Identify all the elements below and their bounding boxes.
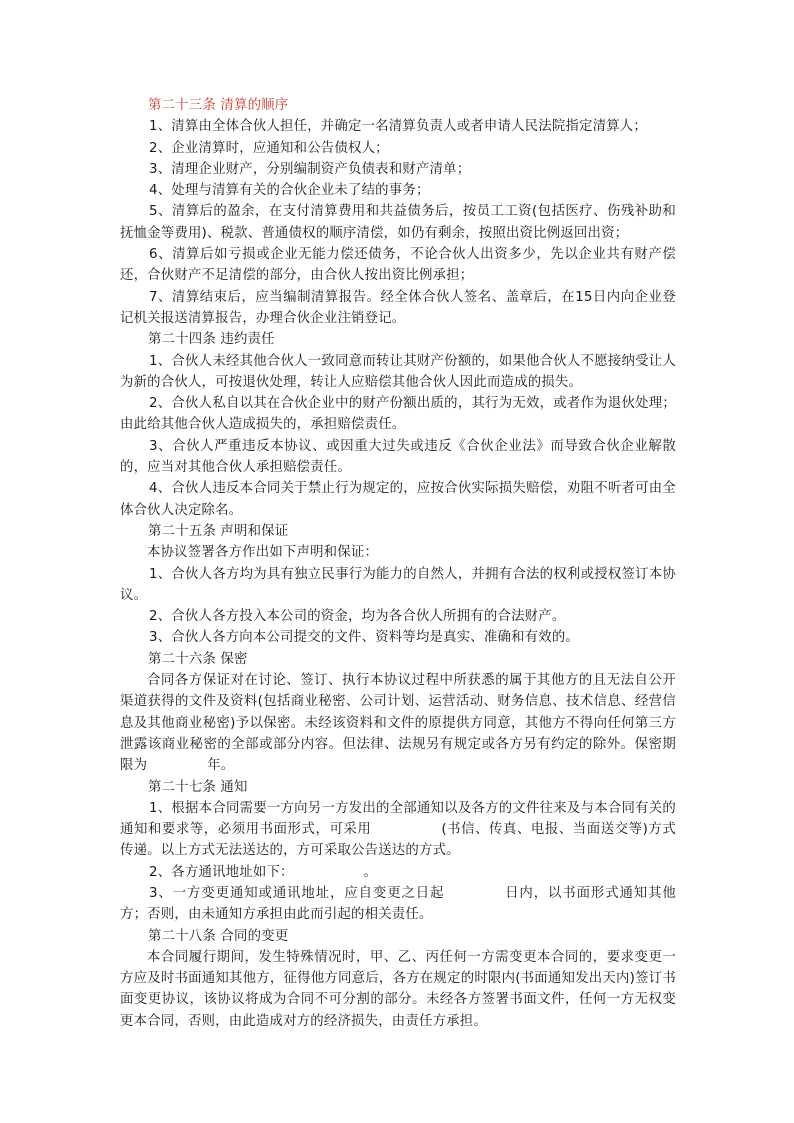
section-26-title: 第二十六条 保密 [148,651,248,667]
s26-body-text: 合同各方保证对在讨论、签订、执行本协议过程中所获悉的属于其他方的且无法自公开渠道获得的文件及资料(包括商业秘密、公司计划、运营活动、财务信息、技术信息、经营信息及其他商业秘密)予以保密。未经该资料和文件的原提供方同意，其他方不得向任何第三方泄露该商业秘密的全部或部分内容。但法律、法规另有规定或各方另有约定的除外。保密期限为 [120,673,676,774]
s27-item-2-end: 。 [363,864,378,880]
s26-body-end: 年。 [207,758,235,774]
section-24-title: 第二十四条 违约责任 [148,332,275,348]
s23-item-5: 5、清算后的盈余，在支付清算费用和共益债务后，按员工工资(包括医疗、伤残补助和抚恤金等费用)、税款、普通债权的顺序清偿，如仍有剩余，按照出资比例返回出资； [120,204,676,241]
s23-item-6: 6、清算后如亏损或企业无能力偿还债务，不论合伙人出资多少，先以企业共有财产偿还，合伙财产不足清偿的部分，由合伙人按出资比例承担； [120,247,676,284]
s23-item-3: 3、清理企业财产，分别编制资产负债表和财产清单； [149,161,471,177]
s27-item-3-text: 3、一方变更通知或通讯地址，应自变更之日起 [149,885,445,901]
s23-item-4: 4、处理与清算有关的合伙企业未了结的事务； [149,183,430,199]
s27-item-1-end: (书信、传真、电报、当面送交等)方式传递。以上方式无法送达的，方可采取公告送达的方式。 [120,822,676,859]
s27-item-1 [120,798,676,862]
contract-text [120,95,676,1032]
s24-item-1: 1、合伙人未经其他合伙人一致同意而转让其财产份额的，如果他合伙人不愿接纳受让人为新的合伙人，可按退伙处理，转让人应赔偿其他合伙人因此而造成的损失。 [120,353,676,390]
s27-item-3-end: 日内，以书面形式通知其他方；否则，由未通知方承担由此而引起的相关责任。 [120,885,676,923]
s23-item-1: 1、清算由全体合伙人担任，并确定一名清算负责人或者申请人民法院指定清算人； [149,119,647,135]
s24-item-2: 2、合伙人私自以其在合伙企业中的财产份额出质的，其行为无效，或者作为退伙处理；由此给其他合伙人造成损失的，承担赔偿责任。 [120,396,676,433]
section-25-title: 第二十五条 声明和保证 [148,523,289,539]
s25-item-1: 1、合伙人各方均为具有独立民事行为能力的自然人，并拥有合法的权利或授权签订本协议。 [120,566,676,603]
s27-item-3 [120,883,676,926]
s23-item-7: 7、清算结束后，应当编制清算报告。经全体合伙人签名、盖章后，在15日内向企业登记机关报送清算报告，办理合伙企业注销登记。 [120,289,676,326]
section-27-title: 第二十七条 通知 [148,779,248,795]
s27-item-2 [120,862,676,883]
s27-item-2-text: 2、各方通讯地址如下： [149,864,294,880]
s28-body: 本合同履行期间，发生特殊情况时，甲、乙、丙任何一方需变更本合同的，要求变更一方应及时书面通知其他方，征得他方同意后，各方在规定的时限内(书面通知发出天内)签订书面变更协议，该协议将成为合同不可分割的部分。未经各方签署书面文件，任何一方无权变更本合同，否则，由此造成对方的经济损失，由责任方承担。 [120,949,676,1029]
s25-intro: 本协议签署各方作出如下声明和保证： [147,545,379,561]
s24-item-4: 4、合伙人违反本合同关于禁止行为规定的，应按合伙实际损失赔偿，劝阻不听者可由全体合伙人决定除名。 [120,481,676,518]
s24-item-3: 3、合伙人严重违反本协议、或因重大过失或违反《合伙企业法》而导致合伙企业解散的，应当对其他合伙人承担赔偿责任。 [120,438,676,476]
s25-item-2: 2、合伙人各方投入本公司的资金，均为各合伙人所拥有的合法财产。 [149,609,566,625]
s25-item-3: 3、合伙人各方向本公司提交的文件、资料等均是真实、准确和有效的。 [149,630,580,646]
section-23-title: 第二十三条 清算的顺序 [148,98,289,113]
s23-item-2: 2、企业清算时，应通知和公告债权人； [149,140,389,156]
s26-body [120,670,676,776]
s27-item-1-text: 1、根据本合同需要一方向另一方发出的全部通知以及各方的文件往来及与本合同有关的通知和要求等，必须用书面形式，可采用 [120,800,676,838]
section-28-title: 第二十八条 合同的变更 [148,928,289,944]
